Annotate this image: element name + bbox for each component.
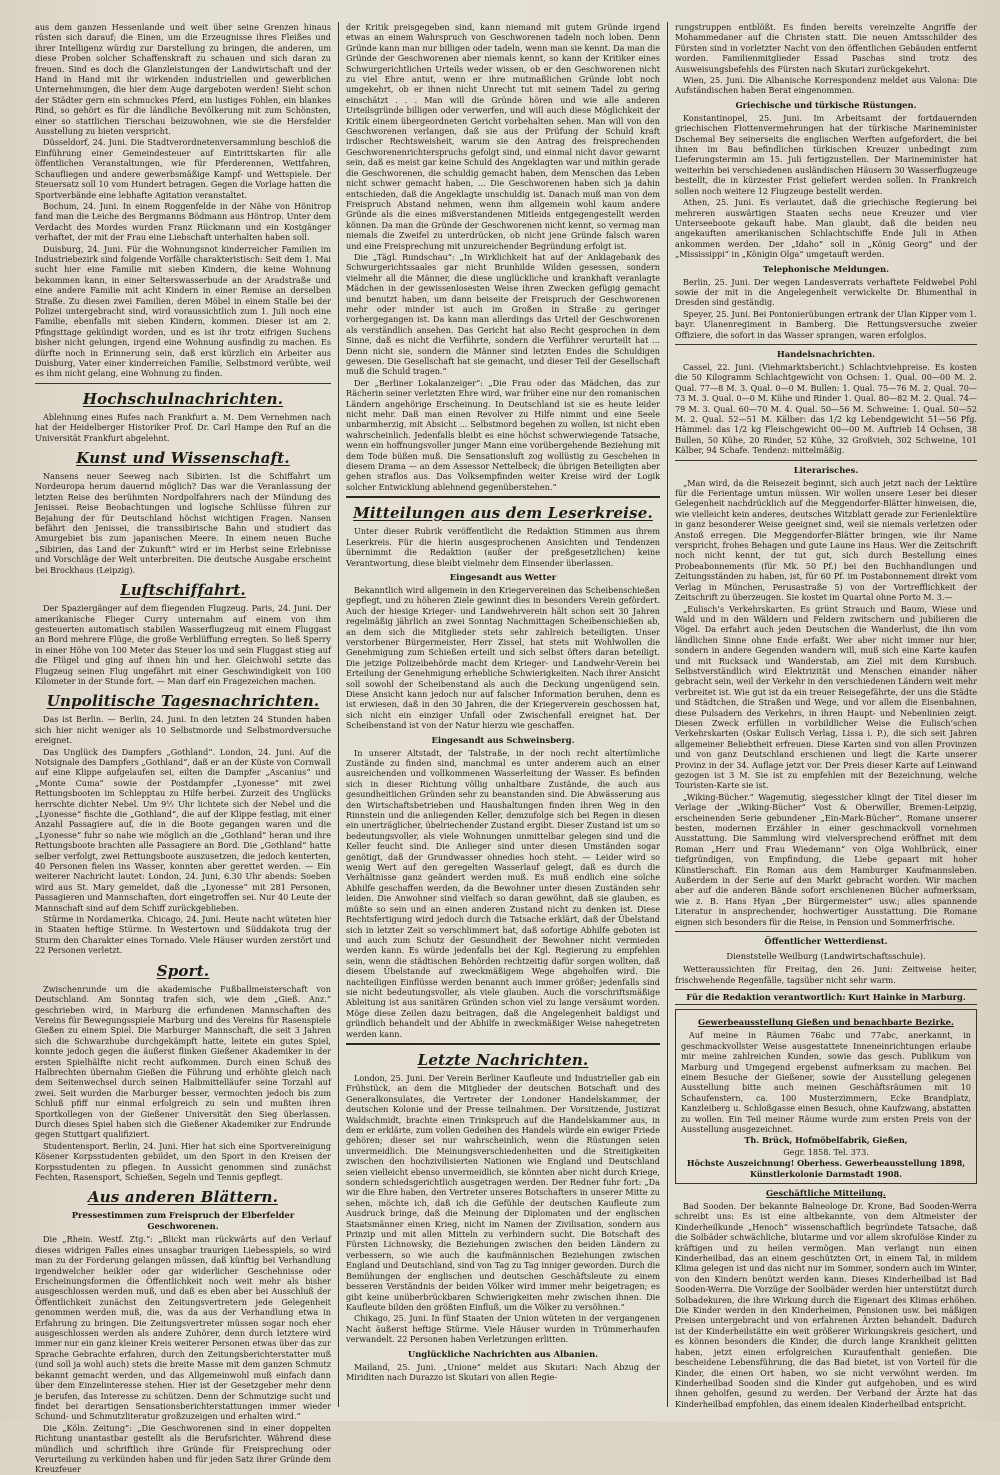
- heading-mitteilungen: Mitteilungen aus dem Leserkreise.: [353, 504, 653, 523]
- article-mailand: Mailand, 25. Juni. „Unione“ meldet aus Skutari: Nach Abzug der Miriditen nach Durazzo ist Skutari von allen Regie-: [346, 1361, 660, 1382]
- ad-text: Auf meine in Räumen 76abc und 77abc, anerkannt, in geschmackvollster Weise ausgestattete Inneneinrichtungen erlaube mir meine zahlreichen Kunden, sowie das gesch. Publikum von Marburg und Umgegend ergebenst aufmerksam zu machen. Bei einem Besuche der Gießener, sowie der Ausstellung gelegenen Ausstellung bitte auch meinen Geschäftsräumen mit 10 Schaufenstern, ca. 100 Musterzimmern, Ecke Brandplatz, Kanzleiberg u. Schloßgasse einen Besuch, ohne Kaufzwang, abstatten zu wollen. Ein Teil meiner Räume wurde zum ersten Preis von der Ausstellung ausgezeichnet.: [681, 1030, 971, 1134]
- divider: [346, 496, 660, 498]
- article-taegl-rundschau: Die „Tägl. Rundschau“: „In Wirklichkeit hat auf der Anklagebank des Schwurgerichtssaales gar nicht Brunhilde Wilden gesessen, sondern vielmehr all die Männer, die diese unglückliche und krankhaft veranlagte Mädchen in der gewissenlosesten Weise ihren Zwecken gefügig gemacht und benutzt haben, um dann beiseite der Freispruch der Geschworenen mehr oder minder ist auch im Großen in Straße zu geringer vorhergegangen ist. Da kann man allerdings das Urteil der Geschworenen als verständlich ansehen. Das Gericht hat also Recht gesprochen in dem Sinne, daß es nicht die Verführte, sondern die Verführer verurteilt hat ... Denn nicht sie, sondern die Männer sind letzten Endes die Schuldigen gewesen. Die Gesellschaft hat sie gemacht, und dieser Teil der Gesellschaft muß die Schuld tragen.“: [346, 251, 660, 377]
- article-bochum: Bochum, 24. Juni. In einem Roggenfelde in der Nähe von Hönitrop fand man die Leiche des Bergmanns Bödmann aus Höntrop. Unter dem Verdacht des Mordes wurden Franz Rückmann und ein Kostgänger verhaftet, der mit der Frau eine Liebschaft unterhalten haben soll.: [35, 200, 331, 243]
- divider: [675, 460, 977, 461]
- article-bad-sooden: Bad Sooden. Der bekannte Balneologe Dr. Krone, Bad Sooden-Werra schreibt uns: Es ist eine altbekannte, von dem Altmeister der Kinderheilkunde „Henoch“ wissenschaftlich begründete Tatsache, daß die Solbäder schwächliche, blutarme und vor allem skrofulöse Kinder zu kräftigen und zu heilen vermögen. Man verlangt nun einen Kinderheilbad, das an einem geschützten Ort, in einem Tal, in mildem Klima gelegen ist und das nicht nur im Sommer, sondern auch im Winter, von den Kindern benützt werden kann. Dieses Kinderheilbad ist Bad Sooden-Werra. Die Vorzüge der Soolbäder werden hier unterstützt durch Solbadekuren, die ihre Wirkung durch die Eigenart des Klimas erhöhen. Die Kinder werden in den Kinderheimen, Pensionen usw. bei mäßigen Preisen untergebracht und von erfahrenen Ärzten behandelt. Dadurch ist der Kinderheilstätte ein weit größerer Wirkungskreis gesichert, und es können besonders die Kinder, die durch lange Krankheit gelitten haben, jetzt einen erfolgreichen Kuraufenthalt genießen. Die bescheidene Lebensführung, die das Bad bietet, ist von Vorteil für die Kinder, die einen Ort haben, wo sie nicht verwöhnt werden. Im Kinderheilbad Sooden sind die Kinder gut aufgehoben, und es wird ihnen geholfen, gesund zu werden. Der Verband der Ärzte hat das Kinderheilbad empfohlen, das einem idealen Kinderheilbad entspricht.: [675, 1201, 977, 1409]
- article-studentensport: Studentensport. Berlin, 24. Juni. Hier hat sich eine Sportvereinigung Kösener Korpsstudenten gebildet, um den Sport in den Kreisen der Korpsstudenten zu pflegen. In Aussicht genommen sind zunächst Fechten, Rasensport, Schießen, Segeln und Tennis gepflegt.: [35, 1140, 331, 1182]
- divider: [346, 1043, 660, 1045]
- ad-title: Gewerbeausstellung Gießen und benachbarte Bezirke.: [698, 1017, 954, 1028]
- article-hochschul: Ablehnung eines Rufes nach Frankfurt a. M. Dem Vernehmen nach hat der Heidelberger Historiker Prof. Dr. Carl Hampe den Ruf an die Universität Frankfurt abgelehnt.: [35, 411, 331, 443]
- subheading-telephonisch: Telephonische Meldungen.: [762, 263, 890, 274]
- article-eingesandt-schweinsberg: In unserer Altstadt, der Talstraße, in der noch recht altertümliche Zustände zu finden sind, manchmal es unter anderem auch an einer ausreichenden und vollkommenen Wasserleitung der Wasser. Es befinden sich in dieser Richtung völlig unhaltbare Zustände, die auch aus gesundheitlichen Gründen sehr zu beanstanden sind. Die Abwässerung aus den Wirtschaftsbetrieben und Haushaltungen finden ihren Weg in den Rinnstein und die anliegenden Keller, demzufolge sich bei Regen in diesen ein unerträglicher, übelriechender Zustand ergibt. Dieser Zustand ist um so bedeutungsvoller, als viele Wohnungen unmittelbar gelegen sind und die Keller feucht sind. Die Anlieger sind unter diesen Umständen sogar genötigt, daß der Grundwasser ohnedies hoch steht. — Leider wird so wenig Wert auf den geregelten Wasserlauf gelegt, daß es durch die Verhältnisse ganz geändert werden muß. Es muß endlich eine solche Abhilfe geschaffen werden, da die Bewohner unter diesen Zuständen sehr leiden. Die Anwohner sind vielfach so daran gewöhnt, daß sie glauben, es müßte so sein und an einen anderen Zustand nicht zu denken ist. Diese Rechtsfertigung wird jedoch durch die Tatsache erklärt, daß der Übelstand sich in letzter Zeit so verschlimmert hat, daß sofortige Abhilfe geboten ist und auch zum Schutz der Gesundheit der Bewohner nicht vermieden werden kann. Es würde jedenfalls bei der Kgl. Regierung zu empfehlen sein, wenn die städtischen Behörden rechtzeitig dafür sorgen wollten, daß diesem Übelstande auf zweckmäßigem Wege abgeholfen wird. Die nachteiligen Einflüsse werden benannt auch immer größer; jedenfalls sind sie nicht bedeutungsvoller, als viele glauben. Auch die vorschriftsmäßige Ableitung ist aus sanitären Gründen schon viel zu lange versäumt worden. Möge diese Zeilen dazu beitragen, daß die Angelegenheit baldigst und gründlich behandelt und der Abhilfe in zweckmäßiger Weise nahegetreten werden kann.: [346, 747, 660, 1039]
- article-berlin-selbstmorde: Das ist Berlin. — Berlin, 24. Juni. In den letzten 24 Stunden haben sich hier nicht weniger als 10 Selbstmorde und Selbstmordversuche ereignet.: [35, 714, 331, 746]
- column-3: [668, 22, 984, 1407]
- article-stuerme-nordamerika: Stürme in Nordamerika. Chicago, 24. Juni. Heute nacht wüteten hier in Staaten heftige Stürme. In Westertown und Süddakota trug der Sturm den Charakter eines Tornado. Viele Häuser wurden zerstört und 22 Personen verletzt.: [35, 914, 331, 956]
- article-eingesandt-wetter: Bekanntlich wird allgemein in den Kriegervereinen das Scheibenschießen gepflegt, und zu höheren Ziele gewinnt dies in besonders Verein gefördert. Auch der hiesige Krieger- und Landwehrverein hält schon seit 30 Jahren regelmäßig jährlich an zwei Sonntag Nachmittagen Scheibenschießen ab, an dem sich die Mitglieder stets sehr zahlreich beteiligten. Unser verstorbener Bürgermeister, Herr Zissel, hat stets mit Wohlwollen die Genehmigung zum Schießen erteilt und sich selbst öfters daran beteiligt. Die jetzige Polizeibehörde macht dem Krieger- und Landwehr-Verein bei Erteilung der Genehmigung erhebliche Schwierigkeiten. Nach ihrer Ansicht soll sowohl der Scheibenstand als auch die Deckung ungenügend sein. Diese Ansicht kann jedoch nur auf falscher Information beruhen, denn es ist erwiesen, daß in den 30 Jahren, die der Kriegerverein geschossen hat, sich nicht ein einziger Unfall oder Zwischenfall ereignet hat. Der Scheibenstand ist von der Natur hierzu wie geschaffen.: [346, 584, 660, 731]
- divider: [35, 383, 331, 384]
- article-koeln-zeitung: Die „Köln. Zeitung“: „Die Geschworenen sind in einer doppelten Richtung unantastbar gestellt als die Berufsrichter. Während diese mündlich und schriftlich ihre Gründe für Freisprechung oder Verurteilung zu verkünden haben und für jeden Satz ihrer Gründe dem Kreuzfeuer: [35, 1422, 331, 1475]
- heading-hochschul: Hochschulnachrichten.: [82, 389, 284, 408]
- heading-unpolitische: Unpolitische Tagesnachrichten.: [46, 692, 320, 711]
- article-wiking: „Wiking-Bücher.“ Wagemutig, siegessicher klingt der Titel dieser im Verlage der „Wiking-Bücher“ Vost & Oberwiller, Bremen-Leipzig, erscheinenden Serie gebundener „Ein-Mark-Bücher“. Romane unserer besten, modernen Erzähler in einer geschmackvoll vornehmen Ausstattung. Die Sammlung wird vielversprechend eröffnet mit dem Roman „Herr und Frau Wiedemann“ von Olga Wohlbrück, einer tiefgründigen, von Empfindung, die Liebe gepaart mit hoher Künstlerschaft. Ein Roman aus dem Hamburger Kaufmannsleben. Außerdem in der Serie auf den Markt gebracht worden. Wir machen aber auf die anderen Bände sofort erschienenen Bücher aufmerksam, wie z. B. Hans Hyan „Der Bürgermeister“ usw.; alles spannende Literatur in ansprechender, hochwertiger Ausstattung. Die Romane eignen sich besonders für die Reise, in Pension und Sommerfrische.: [675, 791, 977, 927]
- article-luftschiffahrt: Der Spaziergänger auf dem fliegenden Flugzeug. Paris, 24. Juni. Der amerikanische Flieger Curry unternahm auf einem von ihm gesteuerten automatisch stabilen Wasserflugzeug mit einem Fluggast an Bord mehrere Flüge, die große Verblüffung erregten. So ließ Sperry in einer Höhe von 100 Meter das Steuer los und sein Fluggast stieg auf die Flügel und ging auf ihnen hin und her. Gleichwohl setzte das Flugzeug seinen Flug ungefährt mit einer Geschwindigkeit von 100 Kilometer in der Stunde fort. — Man darf ein Fragezeichen machen.: [35, 603, 331, 686]
- article-fussball: Zwischenrunde um die akademische Fußballmeisterschaft von Deutschland. Am Sonntag trafen sich, wie dem „Gieß. Anz.“ geschrieben wird, in Marburg die erfundenen Mannschaften des Vereins für Bewegungsspiele Marburg und des Vereins für Rasenspiele Gießen zu einem Spiel. Die Marburger Mannschaft, die seit 3 Jahren sich die Schwarzhube durchgekämpft hatte, leitete ein gutes Spiel, konnte jedoch gegen die äußerst flinken Gießener Akademiker in der ersten Spielhälfte nicht recht aufkommen. Durch einen Schuß des Halbrechten übernahm Gießen die Führung und erhöhte gleich nach dem Seitenwechsel durch seinen Halbmittelläufer seine Torzahl auf zwei. Seit wurden die Marburger besser, vermochten jedoch bis zum Schluß pfiff nur einmal erfolgreich zu sein und mußten ihren Sportkollegen von der Gießener Universität den Sieg überlassen. Durch dieses Spiel haben sich die Gießener Akademiker zur Endrunde gegen Stuttgart qualifiziert.: [35, 983, 331, 1140]
- article-konstantinopel: Konstantinopel, 25. Juni. Im Arbeitsamt der fortdauernden griechischen Flottenvermehrungen hat der türkische Marineminister Dschemal Bey seinerseits die englischen Werften aufgefordert, die bei ihnen im Bau befindlichen türkischen Kreuzer unbedingt zum Lieferungstermin am 15. Juli fertigzustellen. Der Marineminister hat weiterhin bei verschiedenen ausländischen Häusern 30 Wasserflugzeuge bestellt, die in kürzester Frist geliefert werden sollen. In Frankreich sollen noch weitere 12 Flugzeuge bestellt werden.: [675, 112, 977, 196]
- article-meggendorfer: „Man wird, da die Reisezeit beginnt, sich auch jetzt nach der Lektüre für die Ferientage umtun müssen. Wir wollen unsere Leser bei dieser Gelegenheit nachdrücklich auf die Meggendorfer-Blätter hinweisen, die, wie vielleicht kein anderes, deutsches Witzblatt gerade zur Ferienlektüre in ganz besonderer Weise geeignet sind, weil sie niemals verletzen oder Anstoß erregen. Die Meggendorfer-Blätter bringen, wie ihr Name verspricht, frohes Behagen und gute Laune ins Haus. Wer die Zeitschrift noch nicht kennt, der tut gut, sich durch Bestellung eines Probeabonnements (für Mk. 50 Pf.) bei den Buchhandlungen und Zeitungsständen zu haben, ist, für 60 Pf. im Postabonnement direkt vom Verlag in München, Perusastraße 5) von der Vortrefflichkeit der Zeitschrift zu überzeugen. Sie kostet im Quartal ohne Porto M. 3.—: [675, 477, 977, 603]
- columns: [28, 22, 984, 1475]
- column-1: [28, 22, 339, 1475]
- heading-luftschiffahrt: Luftschiffahrt.: [120, 581, 246, 600]
- article-london: London, 25. Juni. Der Verein Berliner Kaufleute und Industrieller gab ein Frühstück, an dem die Mitglieder der deutschen Botschaft und des Generalkonsulates, die Vertreter der Londoner Handelskammer, der deutschen Kolonie und der Presse teilnahmen. Der Vorsitzende, Justizrat Waldschmidt, brachte einen Trinkspruch auf die Handelskammer aus, in dem er erklärte, zum vollen Gedeihen des Handels würde ein ewiger Friede gehören; dieser sei nur wahrscheinlich, wenn die Rüstungen seien unvermeidlich. Die Meinungsverschiedenheiten und die Streitigkeiten zwischen den hochzivilisierten Nationen wie England und Deutschland seien vielleicht ebenso unvermeidlich, sie könnten aber nicht durch Kriege, sondern schiedsgerichtlich ausgetragen werden. Der Redner fuhr fort: „Da wir die Ehre haben, den Vertreter unseres Botschafters in unserer Mitte zu sehen, möchte ich, daß ich die Gefühle der deutschen Kaufleute zum Ausdruck bringe, daß die Meinung der Diplomaten und der englischen Staatsmänner einen Krieg, nicht im Namen der Zivilisation, sondern aus Prinzip und mit allen Mitteln zu verhindern sucht. Die Botschaft des Fürsten Lichnowsky, die Beziehungen zwischen den beiden Ländern zu verbessern, so wie auch die kaufmännischen Beziehungen zwischen England und Deutschland, sind von Tag zu Tag inniger geworden. Durch die Bemühungen der englischen und deutschen Geschäftsleute zu einem besseren Verständnis der beiden Völker wird immer mehr beigetragen; es gibt keine unüberbrückbaren Schwierigkeiten mehr zwischen ihnen. Die Kaufleute bilden den größten Einfluß, um die Völker zu versöhnen.“: [346, 1072, 660, 1312]
- subheading-geschaeftlich: Geschäftliche Mitteilung.: [766, 1188, 886, 1198]
- article-chikago: Chikago, 25. Juni. In fünf Staaten der Union wüteten in der vergangenen Nacht äußerst heftige Stürme. Viele Häuser wurden in Trümmerhaufen verwandelt. 22 Personen haben Verletzungen erlitten.: [346, 1313, 660, 1345]
- article-cassel-viehmarkt: Cassel, 22. Juni. (Viehmarktsbericht.) Schlachtviehpreise. Es kosten die 50 Kilogramm Schlachtgewicht von Ochsen: 1. Qual. 00—00 M. 2. Qual. 77—8 M. 3. Qual. 0—0 M. Bullen: 1. Qual. 75—76 M. 2. Qual. 70—73 M. 3. Qual. 0—0 M. Kühe und Rinder 1. Qual. 80—82 M. 2. Qual. 74—79 M. 3. Qual. 60—70 M. 4. Qual. 50—56 M. Schweine: 1. Qual. 50—52 M. 2. Qual. 52—51 M. Kälber: das 1/2 kg Lebendgewicht 51—56 Pfg. Hämmel: das 1/2 kg Fleischgewicht 00—00 M. Auftrieb 14 Ochsen, 38 Bullen, 50 Kühe, 20 Rinder, 52 Kühe, 32 Großvieh, 302 Schweine, 101 Kälber, 94 Schafe. Tendenz: mittelmäßig.: [675, 361, 977, 456]
- subheading-weilburg: Dienststelle Weilburg (Landwirtschaftsschule).: [726, 951, 926, 962]
- subheading-handel: Handelsnachrichten.: [776, 348, 876, 359]
- article-wetteraussichten: Wetteraussichten für Freitag, den 26. Juni: Zeitweise heiter, frischwehende Regenfälle, tagsüber nicht sehr warm.: [675, 964, 977, 985]
- subheading-albanien: Unglückliche Nachrichten aus Albanien.: [407, 1348, 599, 1359]
- subheading-literarisches: Literarisches.: [793, 464, 859, 475]
- heading-aus-anderen-blaettern: Aus anderen Blättern.: [87, 1188, 279, 1207]
- mitteilungen-intro: Unter dieser Rubrik veröffentlicht die Redaktion Stimmen aus ihrem Leserkreis. Für die hierin ausgesprochenen Ansichten und Tendenzen übernimmt die Redaktion (außer der preßgesetzlichen) keine Verantwortung, diese bleibt vielmehr dem Einsender überlassen.: [346, 526, 660, 568]
- article-skutari-cont: rungstruppen entblößt. Es finden bereits vereinzelte Angriffe der Mohammedaner auf die Christen statt. Die neuen Amtsschilder des Fürsten sind in vorletzter Nacht von den öffentlichen Gebäuden entfernt worden. Familienmitglieder Essad Paschas sind trotz des Ausweisungsbefehls des Fürsten nach Skutari zurückgekehrt.: [675, 22, 977, 74]
- ad-firm-founded: Gegr. 1858. Tel. 373.: [783, 1146, 869, 1157]
- subheading-pressestimmen: Pressestimmen zum Freispruch der Elberfelder Geschworenen.: [71, 1210, 295, 1232]
- article-berlin-landesverrat: Berlin, 25. Juni. Der wegen Landesverrats verhaftete Feldwebel Pohl sowie der mit in die Angelegenheit verwickelte Dr. Blumenthal in Dresden sind geständig.: [675, 276, 977, 308]
- article-wien: Wien, 25. Juni. Die Albanische Korrespondenz meldet aus Valona: Die Aufständischen haben Berat eingenommen.: [675, 75, 977, 96]
- divider: [675, 931, 977, 932]
- advertisement-brueck: [675, 1009, 977, 1184]
- article-kunst: Nansens neuer Seeweg nach Sibirien. Ist die Schiffahrt um Nordeuropa herum dauernd möglich? Das war die Veranlassung der letzten Reise des berühmten Nordpolfahrers nach der Mündung des Jenissei. Reise Beobachtungen und logische Schlüsse führen zur Bejahung der für Deutschland höchst wichtigen Fragen. Nansen befährt den Jenissei, die transsibirische Bahn und studiert das Amurgebiet bis zum japanischen Meere. In einem neuen Buche „Sibirien, das Land der Zukunft“ wird er im Herbst seine Erlebnisse und Vorschläge der Welt unterbreiten. Die deutsche Ausgabe erscheint bei Brockhaus (Leipzig).: [35, 471, 331, 575]
- heading-kunst: Kunst und Wissenschaft.: [76, 449, 290, 468]
- heading-letzte-nachrichten: Letzte Nachrichten.: [417, 1050, 589, 1069]
- article-gothland: Das Unglück des Dampfers „Gothland“. London, 24. Juni. Auf die Notsignale des Dampfers „Gothland“, daß er an der Küste von Cornwall auf eine Klippe aufgelaufen sei, eilten die Dampfer „Ascanius“ und „Monte Cuma“ sowie der Postdampfer „Lyonesse“ mit zwei Rettungsbooten im Schlepptau zu Hilfe herbei. Zurzeit des Unglücks herrschte dichter Nebel. Um 9½ Uhr lichtete sich der Nebel und die „Lyonesse“ fischte die „Gothland“, die auf der Klippe festlag, mit einer Anzahl Passagiere auf, die in die Boote gegangen waren und die „Lyonesse“ fuhr so nahe wie möglich an die „Gothland“ heran und ihre Rettungsboote brachten alle Passagiere an Bord. Die „Gothland“ hatte selber verfolgt, zwei Rettungsboote auszusetzen, die jedoch kenterten, 40 Personen fielen ins Wasser, konnten aber gerettet werden. — Ein weiterer Nachricht lautet: London, 24. Juni, 6.30 Uhr abends: Soeben wird aus St. Mary gemeldet, daß die „Lyonesse“ mit 281 Personen, Passagieren und Mannschaften, dort eingetroffen sei. Nur 40 Leute der Mannschaft sind auf dem Schiff zurückgeblieben.: [35, 746, 331, 913]
- column-2: [339, 22, 668, 1407]
- article-kritik-intro: der Kritik preisgegeben sind, kann niemand mit gutem Gründe irgend etwas an einem Wahrspruch von Geschworenen tadeln noch loben. Denn Gründe kann man nur billigen oder tadeln, wenn man sie kennt. Da man die Gründe der Geschworenen aber niemals kennt, so kann der Kritiker eines Schwurgerichtlichen Urteils weder wissen, ob er den Geschworenen nicht zu viel Ehre antut, wenn er ihre mutmaßlichen Gründe lobt noch umgekehrt, ob er ihnen nicht Unrecht tut mit seinem Tadel zu gering einschätzt . . . Man will die Gründe hören und wie alle anderen Urteilsgründe billigen oder verwerfen, und will auch diese Möglichkeit der Kritik einem übergeordneten Gericht vorbehalten sehen. Man will von den Geschworenen verlangen, daß sie aus der Prüfung der Schuld kraft irdischer Rechtsweisheit, warum sie den Antrag des freisprechenden Geschworenenrichterspruchs gefolgt sind, und einmal nicht davor gewarnt sein, daß es meist gar keine Schuld des Angeklagten war und mithin gerade die Geschworenen, die schuldig gemacht haben, dem Menschen das Leben nicht schwer gemacht haben, ... Die Geschworenen haben sich ja dahin entschieden, daß die Angeklagte unschuldig ist. Danach muß man von dem Freispruch Abstand nehmen, wenn ihm allgemein wohl kaum andere Gründe als die eines mißverstandenen Mitleids entgegengestellt werden können. Da man die Gründe der Geschworenen nicht kennt, so vermag man niemals die Zweifel zu unterdrücken, ob nicht jene Gründe falsch waren und eine Freisprechung mit unzureichender Begründung erfolgt ist.: [346, 22, 660, 251]
- article-athen: Athen, 25. Juni. Es verlautet, daß die griechische Regierung bei mehreren auswärtigen Staaten sechs neue Kreuzer und vier Unterseeboote gekauft habe. Man glaubt, daß die beiden neu angekauften amerikanischen Schlachtschiffe Ende Juli in Athen ankommen werden. Der „Idaho“ soll in „König Georg“ und der „Mississippi“ in „Königin Olga“ umgetauft werden.: [675, 197, 977, 260]
- subheading-ruestungen: Griechische und türkische Rüstungen.: [735, 99, 917, 110]
- article-speyer: Speyer, 25. Juni. Bei Pontonierübungen ertrank der Ulan Kipper vom 1. bayr. Ulanenregiment in Bamberg. Die Rettungsversuche zweier Offiziere, die sofort in das Wasser sprangen, waren erfolglos.: [675, 308, 977, 340]
- ad-award: Höchste Auszeichnung! Oberhess. Gewerbeausstellung 1898, Künstlerkolonie Darmstadt 1908.: [686, 1158, 966, 1179]
- divider: [675, 344, 977, 345]
- article-duisburg: Duisburg, 24. Juni. Für die Wohnungsnot kinderreicher Familien im Industriebezirk sind folgende Vorfälle charakteristisch: Seit dem 1. Mai sucht hier eine Familie mit sieben Kindern, die keine Wohnung bekommen kann, in einer Selterswasserbude an der Aradstraße und eine andere Familie mit acht Kindern in einer Remise an derselben Straße. Zu diesen zwei Familien, deren Möbel in einem Stalle bei der Polizei untergebracht sind, wird voraussichtlich zum 1. Juli noch eine Familie, ebenfalls mit sieben Kindern, kommen. Dieser ist am 2. Pfingsttage gekündigt worden, und es ist ihr trotz eifrigen Suchens bisher nicht gelungen, irgend eine Wohnung ausfindig zu machen. Es dürfte noch in Erinnerung sein, daß erst kürzlich ein Arbeiter aus Duisburg, Vater einer kinderreichen Familie, Selbstmord verübte, weil es ihm nicht gelang, eine Wohnung zu finden.: [35, 243, 331, 379]
- ad-firm: Th. Brück, Hofmöbelfabrik, Gießen,: [744, 1135, 908, 1146]
- article-rhein-westf-ztg: Die „Rhein. Westf. Ztg.“: „Blickt man rückwärts auf den Verlauf dieses widrigen Falles eines unsagbar traurigen Liebesspiels, so wird man zu der Forderung gelangen müssen, daß künftig bei Verhandlung irgendwelcher heikler oder gar widerlicher Geschehnisse oder Erscheinungsformen die Öffentlichkeit noch weit mehr als bisher ausgeschlossen werden muß, und daß es eben aber bei Ausschluß der Öffentlichkeit zunächst den Zeitungsvertretern jede Gelegenheit genommen werden muß, die, was da aus der Verhandlung etwa in Erfahrung zu bringen. Die Zeitungsvertreter müssen sogar noch eher ausgeschlossen werden als andere Zuhörer, denn durch letztere wird immer nur ein ganz kleiner Kreis weiterer Personen etwas über das zur Sprache Gebrachte erfahren, durch den Zeitungsberichterstatter muß (und soll ja wohl auch) stets die breite Masse mit dem ganzen Schmutz bekannt gemacht werden, und das Allgemeinwohl muß einfach dann über dem Einzelinteresse stehen. Hier ist der Gesetzgeber mehr denn je berufen, das Interesse zu schützen. Denn der Schmutzige sucht und findet bei derartigen Sensationsberichterstattungen immer wieder Schund- und Schmutzliteratur großzuzeigen und erhalten wird.“: [35, 1234, 331, 1422]
- subheading-wetterdienst: Öffentlicher Wetterdienst.: [764, 936, 888, 947]
- heading-sport: Sport.: [156, 961, 210, 980]
- article-eulisch: „Eulisch’s Verkehrskarten. Es grünt Strauch und Baum, Wiese und Wald und in den Wäldern und Feldern zwitschern und jubilieren die Vögel. Da erfahrt auch jeden Deutschen die Wanderlust, die ihn vom ländlichen Sinne ohne Ende erfaßt. Wer aber nicht immer nur hier, sondern in andere Gegenden wandern will, muß sich eine Karte kaufen und mit Rucksack und Wanderstab, am Ziel mit dem Kursbuch. Selbstverständlich wird Elektrizität und Menschen einander näher gebracht sein, weil der Verkehr in den verschiedenen Ländern weit mehr verbreitet ist. Wie gut ist da ein treuer Reisegefährte, der uns die Städte und Städtchen, die Straßen und Wege, und vor allem die Eisenbahnen, diese Pulsadern des Verkehrs, in ihren Haupt- und Nebenlinien zeigt. Diesen Zweck erfüllen in vorbildlicher Weise die Eulisch’schen Verkehrskarten (Oskar Eulisch Verlag, Lissa i. P.), die sich seit Jahren allgemeiner Beliebtheit erfreuen. Diese Karten sind von allen Provinzen und von ganz Deutschland erschienen und liegt die Karte unserer Provinz in der 34. Auflage jetzt vor. Der Preis dieser Karte auf Leinwand gezogen ist 3 M. Sie ist zu empfehlen mit der Bezeichnung, welche Touristen-Karte sie ist.: [675, 603, 977, 791]
- article-hessen-intro: aus dem ganzen Hessenlande und weit über seine Grenzen hinaus rüsten sich darauf; die Einen, um die Erzeugnisse ihres Fleißes und ihrer Intelligenz würdig zur Darstellung zu bringen, die anderen, um diese Proben solcher Schaffenskraft zu schauen und sich daran zu freuen. Sind es doch die Glanzleistungen der Landwirtschaft und der Hand in Hand mit ihr wirkenden industriellen und gewerblichen Unternehmungen, die hier dem Auge dargeboten werden! Sieht schon der Städter gern ein schmuckes Pferd, ein lustiges Fohlen, ein blankes Rind, so gehört es für die ländliche Bevölkerung mit zum Schönsten, einer so stattlichen Tierschau beizuwohnen, wie sie die Hersfelder Ausstellung zu bieten verspricht.: [35, 22, 331, 137]
- article-berliner-lokalanzeiger: Der „Berliner Lokalanzeiger“: „Die Frau oder das Mädchen, das zur Rächerin seiner verletzten Ehre wird, war früher eine nur den romanischen Ländern angehörige Erscheinung. In Deutschland ist sie es heute leider nicht mehr. Daß man einen Revolver zu Hilfe nimmt und eine Seele unbarmherzig, mit Absicht ... Selbstmord begehen zu wollen, ist nicht eben wahrscheinlich. Jedenfalls bleibt es eine höchst schwerwiegende Tatsache, wenn ein hoffnungsvoller junger Mann eine vorübergehende Beziehung mit dem Tode büßen muß. Die Sensationsluft zog wollüstig zu Geschehen in diesem Drama — an dem Assessor Nettelbeck; die übrigen Beteiligten aber gehen straflos aus. Das Volksempfinden weiter Kreise wird der Logik solcher Entwicklung ablehnend gegenüberstehen.“: [346, 377, 660, 492]
- subheading-wetter: Eingesandt aus Wetter: [449, 571, 557, 582]
- subheading-schweinsberg: Eingesandt aus Schweinsberg.: [431, 734, 575, 745]
- article-duesseldorf: Düsseldorf, 24. Juni. Die Stadtverordnetenversammlung beschloß die Einführung einer Gemeindesteuer auf Eintrittskarten für alle öffentlichen Veranstaltungen, wie für Pferderennen, Wettfahren, Schaufliegen und andere gewerbsmäßige Kampf- und Wettspiele. Der Steuersatz soll 10 vom Hundert betragen. Gegen die Vorlage hatten die Sportverbände eine lebhafte Agitation veranstaltet.: [35, 137, 331, 200]
- redaktion-credit: Für die Redaktion verantwortlich: Kurt Hainke in Marburg.: [675, 989, 977, 1005]
